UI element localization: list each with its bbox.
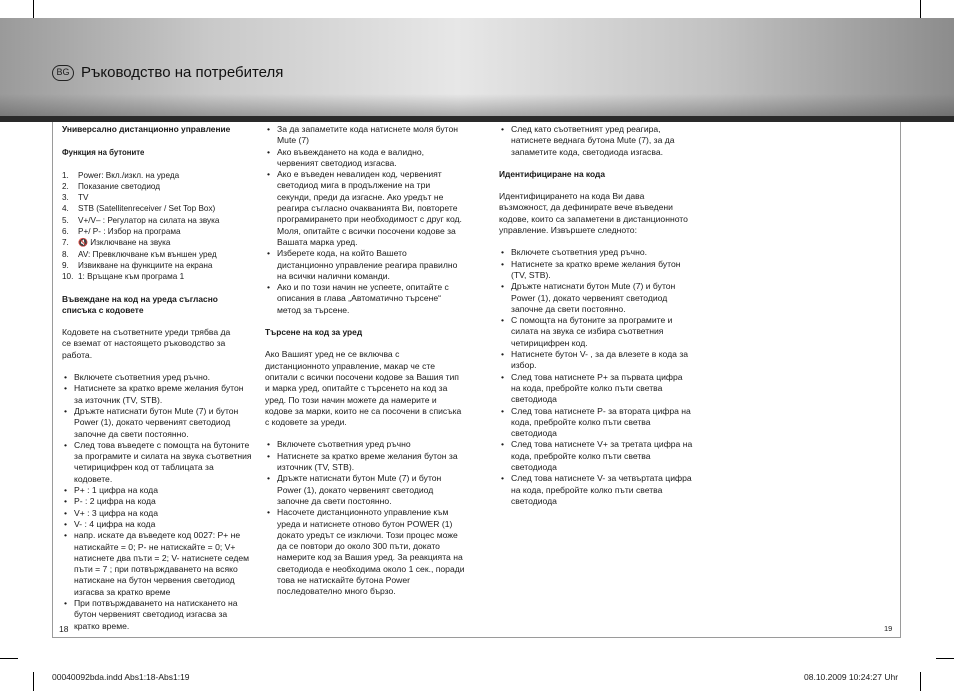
list-item: • При потвърждаването на натискането на бутон червеният светодиод изгасва за кратко време.: [62, 598, 252, 632]
list-item: 7. 🔇 Изключване на звука: [62, 238, 171, 248]
list-item: • V- : 4 цифра на кода: [62, 519, 252, 530]
bullet-list: [499, 247, 694, 507]
list-item: • Ако е въведен невалиден код, червеният светодиод мига в продължение на три секунди, преди да изгасне. Ако уредът не реагира съгласно очакванията Ви, повторете програмирането при необходимост с друг код. Моля, опитайте с всички посочени кодове за Вашата марка уред.: [265, 169, 465, 248]
list-item: • След това натиснете V+ за третата цифра на кода, пребройте колко пъти светва светодиода: [499, 439, 694, 473]
list-item: • V+ : 3 цифра на кода: [62, 508, 252, 519]
paragraph: Идентифицирането на кода Ви дава възможност, да дефинирате вече въведени кодове, които са запаметени в дистанционното управление. Извършете следното:: [499, 191, 688, 236]
paragraph: Кодовете на съответните уреди трябва да се вземат от настоящето ръководство за работа.: [62, 327, 231, 360]
subheading: Функция на бутоните: [62, 148, 145, 158]
language-badge: BG: [52, 65, 74, 81]
list-item: 8. AV: Превключване към външен уред: [62, 249, 217, 259]
list-item: • Натиснете за кратко време желания бутон за източник (TV, STB).: [265, 451, 465, 474]
bullet-list: [265, 124, 465, 316]
column-3: [499, 124, 694, 507]
list-item: • Натиснете бутон V- , за да влезете в кода за избор.: [499, 349, 694, 372]
button-list: [62, 170, 252, 283]
bullet-list: [499, 124, 694, 158]
list-item: • След това натиснете P+ за първата цифра на кода, пребройте колко пъти светва светодиода: [499, 372, 694, 406]
list-item: • Включете съответния уред ръчно.: [499, 247, 694, 258]
list-item: • След това натиснете V- за четвъртата цифра на кода, пребройте колко пъти светва светодиода: [499, 473, 694, 507]
list-item: 2. Показание светодиод: [62, 181, 161, 191]
footer-timestamp: 08.10.2009 10:24:27 Uhr: [804, 672, 899, 682]
page-number-right: 19: [884, 624, 893, 633]
list-item: • P- : 2 цифра на кода: [62, 496, 252, 507]
list-item: 10. 1: Връщане към програма 1: [62, 272, 185, 282]
list-item: • Дръжте натиснати бутон Mute (7) и бутон Power (1), докато червеният светодиод започне да свети постоянно.: [265, 473, 465, 507]
list-item: • След това натиснете P- за втората цифра на кода, пребройте колко пъти светва светодиода: [499, 406, 694, 440]
list-item: • Насочете дистанционното управление към уреда и натиснете отново бутон POWER (1) докато уредът се изключи. Този процес може да се повтори до около 300 пъти, докато намерите код за Вашия уред. За реакцията на светодиода е необходима около 1 сек., поради това не натискайте бутона Power последователно много бързо.: [265, 507, 465, 597]
list-item: • Ако въвеждането на кода е валидно, червеният светодиод изгасва.: [265, 147, 465, 170]
bullet-list: [265, 439, 465, 597]
column-2: [265, 124, 465, 598]
title-row: [52, 64, 283, 81]
list-item: • P+ : 1 цифра на кода: [62, 485, 252, 496]
column-1: [62, 124, 252, 632]
list-item: • За да запаметите кода натиснете моля бутон Mute (7): [265, 124, 465, 147]
list-item: • Изберете кода, на който Вашето дистанционно управление реагира правилно на всички налични команди.: [265, 248, 465, 282]
list-item: • След като съответният уред реагира, натиснете веднага бутона Mute (7), за да запаметите кода, светодиода изгасва.: [499, 124, 694, 158]
list-item: • Дръжте натиснати бутон Mute (7) и бутон Power (1), докато червеният светодиод започне да свети постоянно.: [499, 281, 694, 315]
mute-icon: 🔇: [78, 238, 88, 248]
section-heading: Универсално дистанционно управление: [62, 124, 231, 134]
list-item: • напр. искате да въведете код 0027: P+ не натискайте = 0; P- не натискайте = 0; V+ натиснете два пъти = 2; V- натиснете седем пъти = 7 ; при потвърждаването на всяко натискане на бутон червения светодиод изгасва за кратко време: [62, 530, 252, 598]
crop-mark: [0, 658, 18, 659]
crop-mark: [920, 672, 921, 691]
page-title: Ръководство на потребителя: [81, 64, 284, 81]
crop-mark: [33, 0, 34, 18]
list-item: • Дръжте натиснати бутон Mute (7) и бутон Power (1), докато червеният светодиод започне да свети постоянно.: [62, 406, 252, 440]
list-item: • Включете съответния уред ръчно.: [62, 372, 252, 383]
list-item: • Включете съответния уред ръчно: [265, 439, 465, 450]
section-heading: Въвеждане на код на уреда съгласно списъка с кодовете: [62, 293, 218, 315]
paragraph: Ако Вашият уред не се включва с дистанционното управление, макар че сте опитали с всички посочени кодове за Вашия тип и марка уред, опитайте с търсенето на код за уред. По този начин можете да намерите и кодове за марки, които не са посочени в списъка с кодовете за уреди.: [265, 349, 462, 428]
bullet-list: [62, 372, 252, 632]
list-item: 5. V+/V– : Регулатор на силата на звука: [62, 215, 220, 225]
list-item: 6. P+/ P- : Избор на програма: [62, 227, 181, 237]
list-item: • След това въведете с помощта на бутоните за програмите и силата на звука съответния четирицифрен код от таблицата за кодовете.: [62, 440, 252, 485]
list-item: • Натиснете за кратко време желания бутон за източник (TV, STB).: [62, 383, 252, 406]
list-item: • С помощта на бутоните за програмите и силата на звука се избира съответния четирицифрен код.: [499, 315, 694, 349]
list-item: 4. STB (Satellitenreceiver / Set Top Box): [62, 204, 216, 214]
list-item: 9. Извикване на функциите на екрана: [62, 260, 213, 270]
list-item: 1. Power: Вкл./изкл. на уреда: [62, 170, 180, 180]
list-item: • Натиснете за кратко време желания бутон (TV, STB).: [499, 259, 694, 282]
page-number-left: 18: [59, 624, 69, 634]
footer-file-info: 00040092bda.indd Abs1:18-Abs1:19: [52, 672, 190, 682]
list-item: • Ако и по този начин не успеете, опитайте с описания в глава „Автоматично търсене“ метод за търсене.: [265, 282, 465, 316]
crop-mark: [33, 672, 34, 691]
section-heading: Идентифициране на кода: [499, 168, 605, 179]
crop-mark: [936, 658, 954, 659]
section-heading: Търсене на код за уред: [265, 327, 363, 338]
crop-mark: [920, 0, 921, 18]
list-item: 3. TV: [62, 193, 89, 203]
